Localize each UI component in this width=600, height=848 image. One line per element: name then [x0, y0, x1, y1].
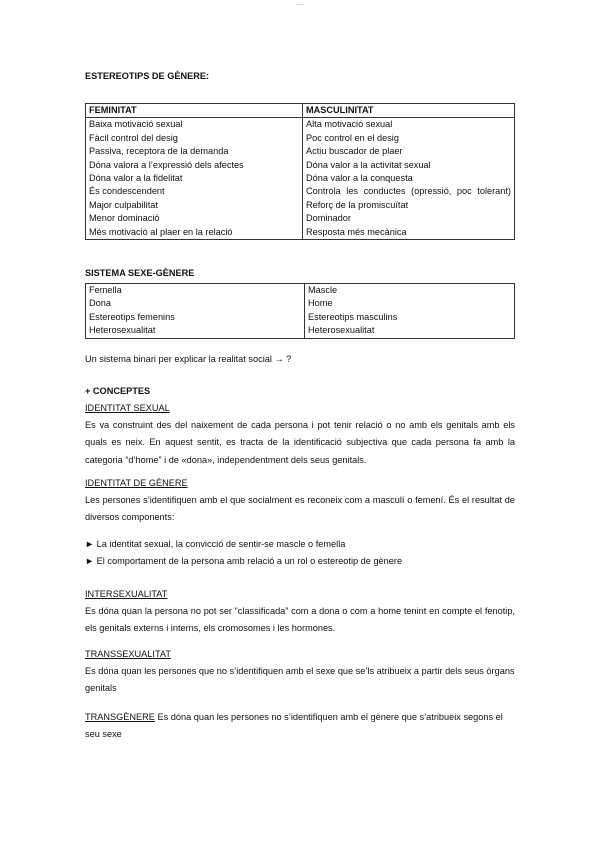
table-row [86, 284, 515, 339]
table-cell [86, 284, 305, 339]
list-item: Baixa motivació sexual [89, 119, 183, 130]
identitat-genere-section [85, 475, 515, 570]
binary-question: Un sistema binari per explicar la realitat social → ? [85, 354, 292, 364]
list-item: Dóna valor a la conquesta [306, 173, 413, 184]
list-item: Estereotips femenins [89, 311, 175, 322]
list-item: És condescendent [89, 186, 165, 197]
page-top-mark: .... [296, 0, 304, 7]
header-masculinitat: MASCULINITAT [303, 104, 515, 118]
stereotypes-table [85, 103, 515, 240]
table-cell [305, 284, 515, 339]
list-item: Dóna valora a l’expressió dels afectes [89, 159, 244, 170]
bullet-item: ► La identitat sexual, la convicció de sentir-se mascle o femella [85, 538, 346, 549]
transsexualitat-text: Es dóna quan les persones que no s’identifiquen amb el sexe que se’ls atribueix a partir dels seus òrgans genitals [85, 666, 515, 694]
spacer [85, 527, 515, 536]
concepts-title: + CONCEPTES [85, 386, 151, 396]
transsexualitat-heading: TRANSSEXUALITAT [85, 649, 171, 659]
intersexualitat-section [85, 586, 515, 638]
masculinitat-list [303, 118, 515, 240]
list-item: Més motivació al plaer en la relació [89, 226, 233, 237]
stereotypes-title: ESTEREOTIPS DE GÈNERE: [85, 71, 210, 81]
list-item: Alta motivació sexual [306, 119, 393, 130]
identitat-genere-text: Les persones s’identifiquen amb el que socialment es reconeix com a masculí o femení. És el resultat de diversos components: [85, 495, 515, 523]
list-item: Resposta més mecànica [306, 226, 407, 237]
list-item: Fàcil control del desig [89, 132, 178, 143]
list-item: Passiva, receptora de la demanda [89, 146, 229, 157]
identitat-sexual-text: Es va construint des del naixement de cada persona i pot tenir relació o no amb els genitals amb els quals es neix. En aquest sentit, es tracta de la identificació subjectiva que cada persona fa amb la categoria “d’home” i de «dona», independentment dels seus genitals. [85, 420, 515, 465]
sex-gender-table [85, 283, 515, 339]
transgenere-text: Es dóna quan les persones no s’identifiquen amb el gènere que s’atribueix segons el seu sexe [85, 712, 503, 740]
list-item: Dona [89, 298, 111, 309]
list-item: Heterosexualitat [308, 325, 375, 336]
transgenere-heading: TRANSGÈNERE [85, 712, 155, 722]
list-item: Dóna valor a la fidelitat [89, 173, 183, 184]
list-item: Major culpabilitat [89, 199, 158, 210]
identitat-genere-heading: IDENTITAT DE GÈNERE [85, 478, 188, 488]
feminitat-list [86, 118, 303, 240]
list-item: Reforç de la promiscuïtat [306, 199, 409, 210]
transsexualitat-section [85, 646, 515, 698]
list-item: Mascle [308, 285, 338, 295]
list-item: Dominador [306, 213, 351, 224]
identitat-sexual-section [85, 400, 515, 469]
intersexualitat-text: Es dóna quan la persona no pot ser “classificada” com a dona o com a home tenint en compte el fenotip, els genitals externs i interns, els cromosomes i les hormones. [85, 606, 515, 634]
sex-gender-title: SISTEMA SEXE-GÈNERE [85, 268, 195, 278]
list-item: Home [308, 298, 333, 309]
list-item-text: Controla les conductes (opressió, poc tolerant) [306, 186, 511, 197]
list-item: Menor dominació [89, 213, 160, 224]
header-feminitat: FEMINITAT [86, 104, 303, 118]
list-item [306, 185, 511, 198]
list-item: Actiu buscador de plaer [306, 146, 403, 157]
transgenere-section [85, 709, 515, 743]
list-item: Dóna valor a la activitat sexual [306, 159, 431, 170]
identitat-sexual-heading: IDENTITAT SEXUAL [85, 403, 170, 413]
bullet-item: ► El comportament de la persona amb relació a un rol o estereotip de gènere [85, 555, 403, 566]
list-item: Heterosexualitat [89, 325, 156, 336]
list-item: Estereotips masculins [308, 311, 398, 322]
table-header-row [86, 104, 515, 118]
list-item: Poc control en el desig [306, 132, 399, 143]
list-item: Femella [89, 285, 122, 295]
table-row [86, 118, 515, 240]
intersexualitat-heading: INTERSEXUALITAT [85, 589, 168, 599]
